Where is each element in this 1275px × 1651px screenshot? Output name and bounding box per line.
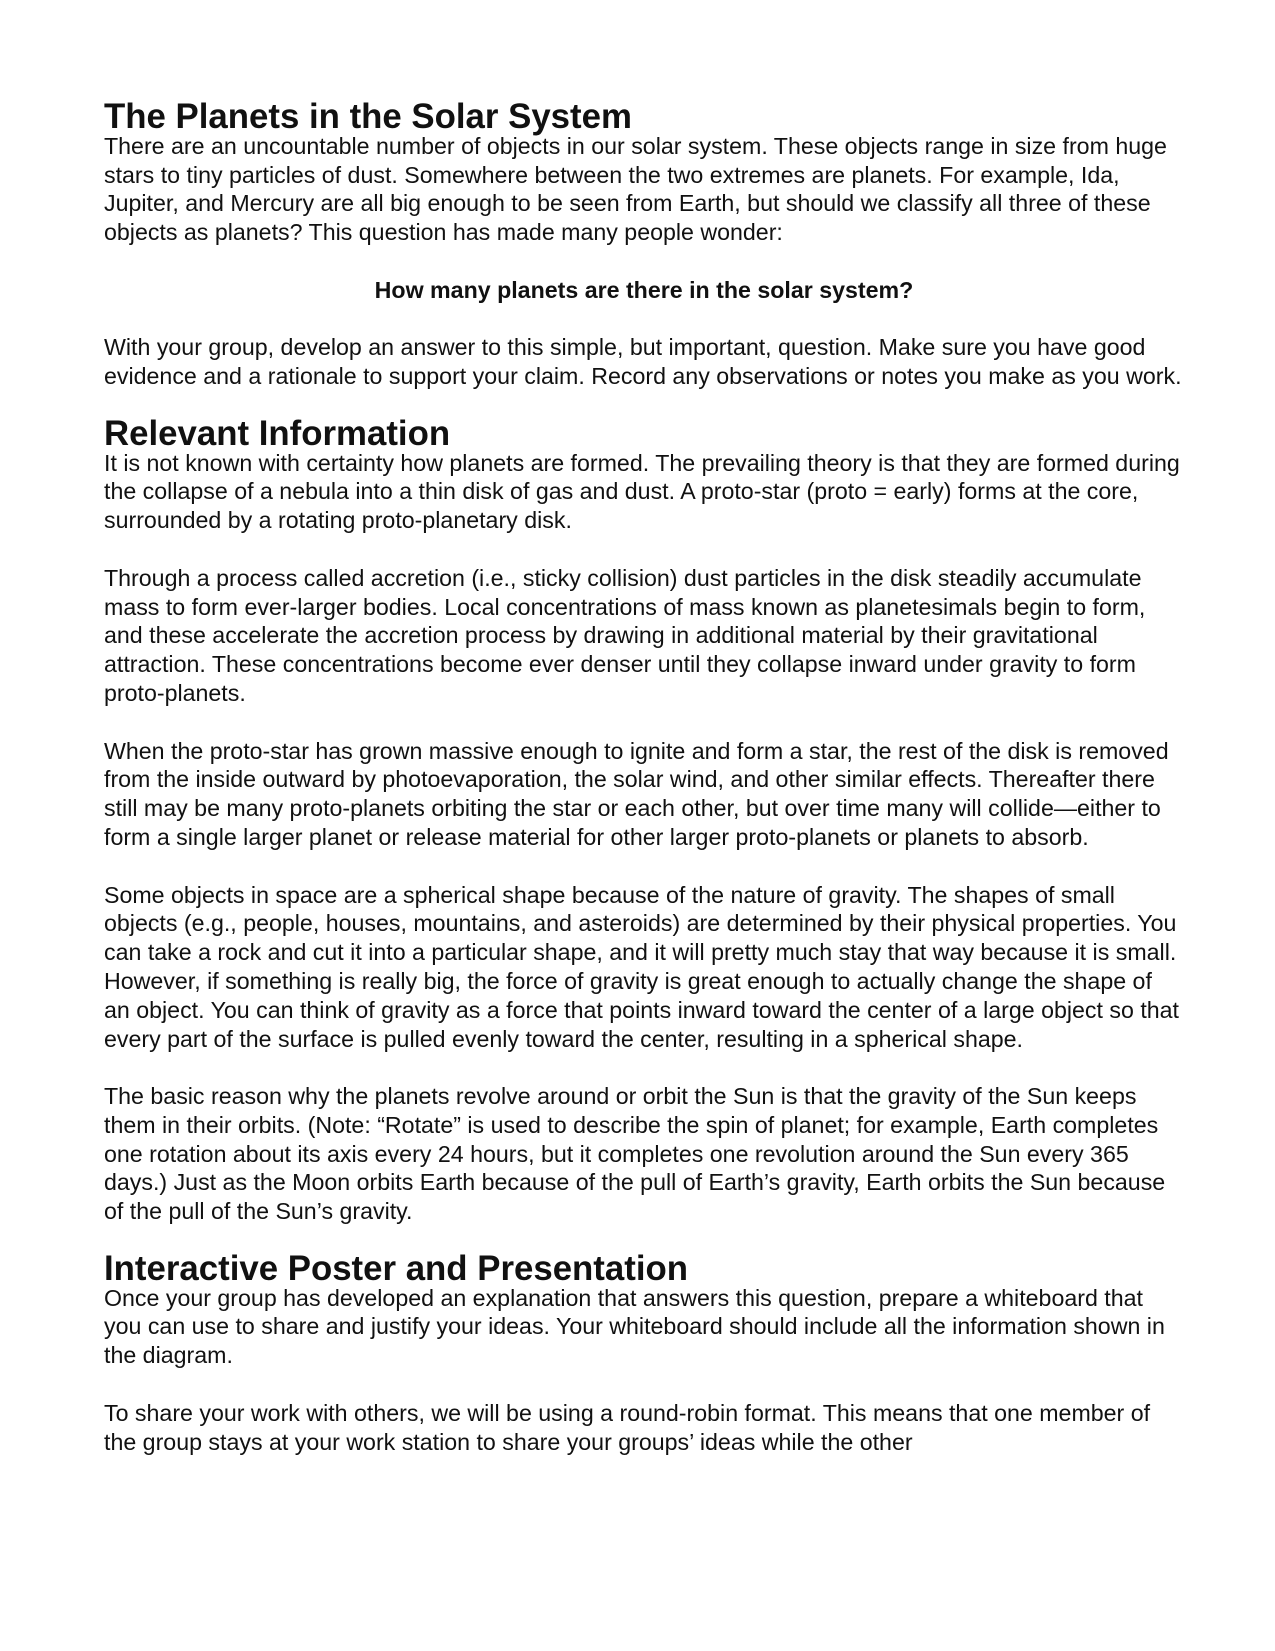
relevant-paragraph-5: The basic reason why the planets revolve around or orbit the Sun is that the gravity of the Sun keeps them in their orbits. (Note: “Rotate” is used to describe the spin of planet; for example, Earth completes one rotation about its axis every 24 hours, but it completes one revolution around the Sun every 365 days.) Just as the Moon orbits Earth because of the pull of Earth’s gravity, Earth orbits the Sun because of the pull of the Sun’s gravity.: [104, 1083, 1166, 1225]
section-heading-poster: Interactive Poster and Presentation: [104, 1248, 689, 1288]
spacer: [104, 305, 1184, 334]
document-page: [104, 97, 1184, 1456]
spacer: [104, 247, 1184, 276]
spacer: [104, 1370, 1184, 1399]
intro-paragraph: There are an uncountable number of objects in our solar system. These objects range in size from huge stars to tiny particles of dust. Somewhere between the two extremes are planets. For example, Ida, Jupiter, and Mercury are all big enough to be seen from Earth, but should we classify all three of these objects as planets? This question has made many people wonder:: [104, 132, 1167, 246]
section-heading-planets: The Planets in the Solar System: [104, 97, 632, 136]
section-heading-relevant-information: Relevant Information: [104, 413, 451, 453]
central-question: How many planets are there in the solar system?: [374, 276, 914, 303]
relevant-paragraph-4: Some objects in space are a spherical shape because of the nature of gravity. The shapes of small objects (e.g., people, houses, mountains, and asteroids) are determined by their physical properties. You can take a rock and cut it into a particular shape, and it will pretty much stay that way because it is small. However, if something is really big, the force of gravity is great enough to actually change the shape of an object. You can think of gravity as a force that points inward toward the center of a large object so that every part of the surface is pulled evenly toward the center, resulting in a spherical shape.: [104, 881, 1180, 1052]
relevant-paragraph-1: It is not known with certainty how planets are formed. The prevailing theory is that they are formed during the collapse of a nebula into a thin disk of gas and dust. A proto-star (proto = early) forms at the core, surrounded by a rotating proto-planetary disk.: [104, 449, 1180, 534]
spacer: [104, 852, 1184, 881]
relevant-paragraph-2: Through a process called accretion (i.e., sticky collision) dust particles in the disk steadily accumulate mass to form ever-larger bodies. Local concentrations of mass known as planetesimals begin to form, and these accelerate the accretion process by drawing in additional material by their gravitational attraction. These concentrations become ever denser until they collapse inward under gravity to form proto-planets.: [104, 564, 1146, 706]
poster-paragraph-1: Once your group has developed an explanation that answers this question, prepare a whiteboard that you can use to share and justify your ideas. Your whiteboard should include all the information shown in the diagram.: [104, 1284, 1165, 1369]
relevant-paragraph-3: When the proto-star has grown massive enough to ignite and form a star, the rest of the disk is removed from the inside outward by photoevaporation, the solar wind, and other similar effects. Thereafter there still may be many proto-planets orbiting the star or each other, but over time many will collide—either to form a single larger planet or release material for other larger proto-planets or planets to absorb.: [104, 737, 1169, 850]
poster-paragraph-2: To share your work with others, we will be using a round-robin format. This means that one member of the group stays at your work station to share your groups’ ideas while the other: [104, 1399, 1151, 1455]
task-paragraph: With your group, develop an answer to this simple, but important, question. Make sure you have good evidence and a rationale to support your claim. Record any observations or notes you make as you work.: [104, 334, 1182, 390]
spacer: [104, 708, 1184, 737]
spacer: [104, 535, 1184, 564]
spacer: [104, 1053, 1184, 1082]
